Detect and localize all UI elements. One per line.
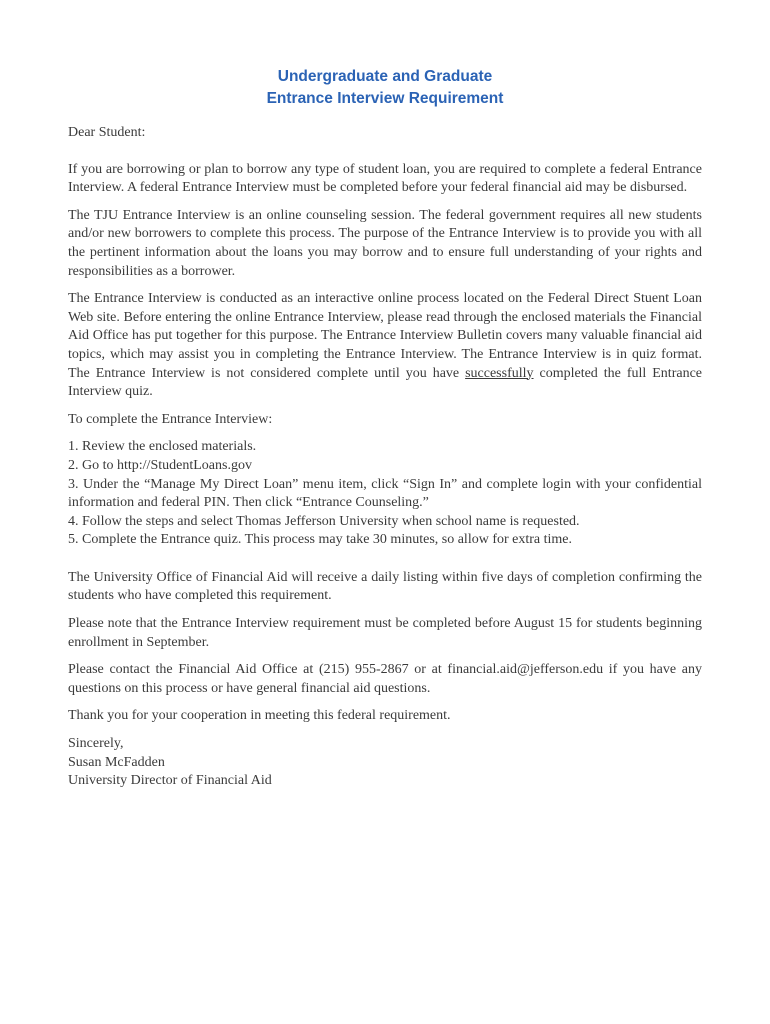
list-item: 3. Under the “Manage My Direct Loan” menu item, click “Sign In” and complete login with your confidential information and federal PIN. Then click “Entrance Counseling.”: [68, 476, 702, 511]
paragraph-borrowing: If you are borrowing or plan to borrow any type of student loan, you are required to complete a federal Entrance Interview. A federal Entrance Interview must be completed before your federal financial aid may be disbursed.: [68, 161, 702, 196]
list-item: 2. Go to http://StudentLoans.gov: [68, 457, 252, 473]
paragraph-online-process-tail: completed the full Entrance Interview quiz.: [68, 365, 702, 400]
paragraph-deadline: Please note that the Entrance Interview requirement must be completed before August 15 for students beginning enrollment in September.: [68, 616, 702, 650]
steps-intro: To complete the Entrance Interview:: [68, 411, 273, 427]
list-item: 4. Follow the steps and select Thomas Jefferson University when school name is requested.: [68, 513, 580, 529]
paragraph-contact: Please contact the Financial Aid Office at (215) 955-2867 or at financial.aid@jefferson.edu if you have any questions on this process or have general financial aid questions.: [68, 662, 702, 696]
list-item: 5. Complete the Entrance quiz. This process may take 30 minutes, so allow for extra time.: [68, 532, 572, 548]
paragraph-online-process: [68, 290, 702, 402]
list-item: 1. Review the enclosed materials.: [68, 439, 257, 455]
steps-list: [68, 438, 702, 550]
signature-name: Susan McFadden: [68, 754, 165, 770]
title-line-1: Undergraduate and Graduate: [277, 68, 493, 85]
paragraph-thanks: Thank you for your cooperation in meeting this federal requirement.: [68, 708, 451, 724]
title-line-2: Entrance Interview Requirement: [266, 90, 504, 107]
paragraph-online-process-main: The Entrance Interview is conducted as an interactive online process located on the Federal Direct Stuent Loan Web site. Before entering the online Entrance Interview, please read through the enclosed materials the Financial Aid Office has put together for this purpose. The Entrance Interview Bulletin covers many valuable financial aid topics, which may assist you in completing the Entrance Interview. The Entrance Interview is in quiz format. The Entrance Interview is not considered complete until you have: [68, 291, 702, 381]
paragraph-counseling-session: The TJU Entrance Interview is an online counseling session. The federal government requires all new students and/or new borrowers to complete this process. The purpose of the Entrance Interview is to provide you with all the pertinent information about the loans you may borrow and to ensure full understanding of your rights and responsibilities as a borrower.: [68, 207, 702, 279]
page-title: [68, 66, 702, 110]
underlined-successfully: successfully: [465, 365, 534, 381]
letter: [68, 66, 702, 791]
closing: Sincerely,: [68, 736, 124, 752]
salutation: Dear Student:: [68, 125, 146, 140]
signature-role: University Director of Financial Aid: [68, 773, 272, 789]
paragraph-daily-listing: The University Office of Financial Aid will receive a daily listing within five days of completion confirming the students who have completed this requirement.: [68, 569, 702, 604]
